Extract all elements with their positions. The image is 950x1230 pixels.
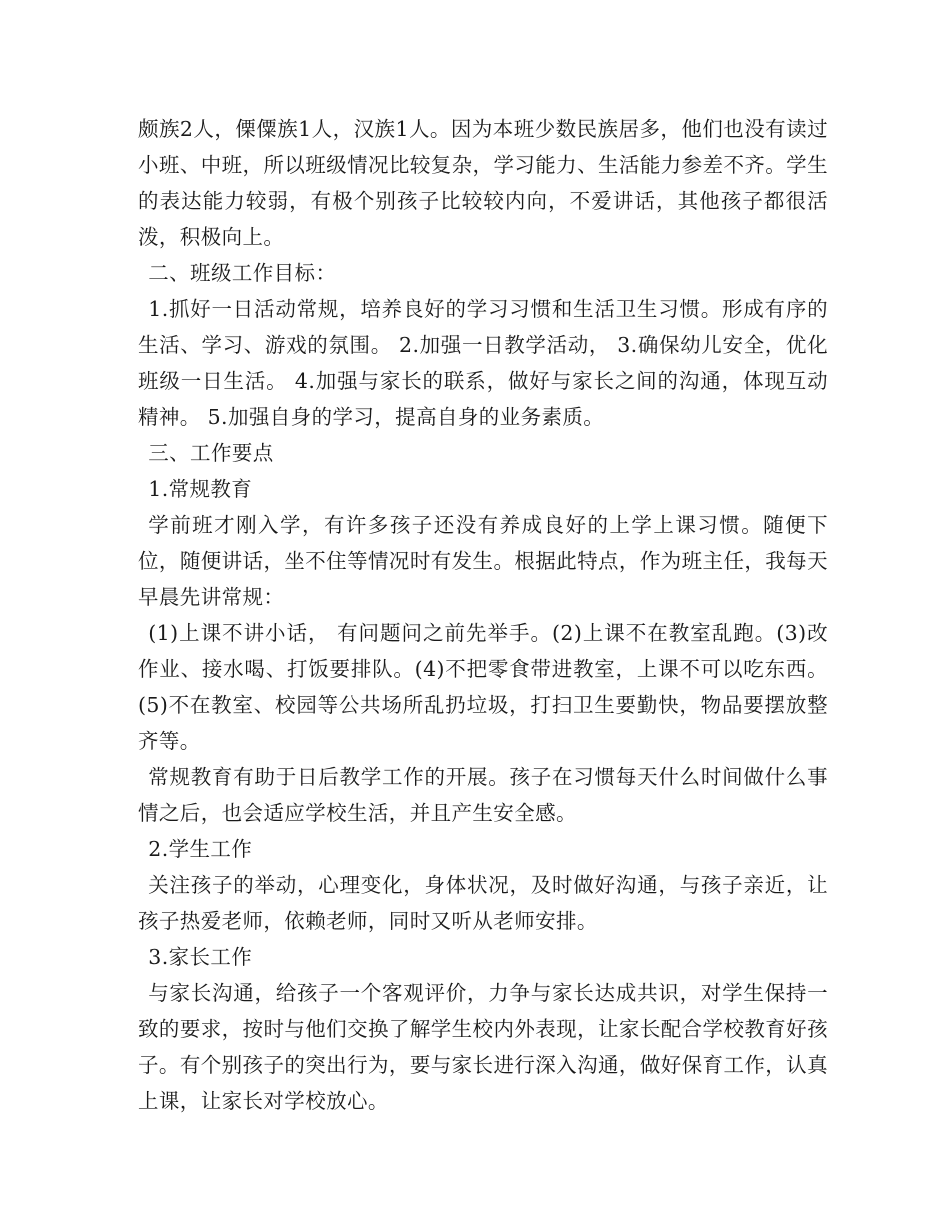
paragraph-routine-benefit: 常规教育有助于日后教学工作的开展。孩子在习惯每天什么时间做什么事情之后，也会适应学校生活，并且产生安全感。 [138,765,828,825]
paragraph-student-work: 关注孩子的举动，心理变化，身体状况，及时做好沟通，与孩子亲近，让孩子热爱老师，依赖老师，同时又听从老师安排。 [138,873,828,933]
paragraph-goals-list: 1.抓好一日活动常规，培养良好的学习习惯和生活卫生习惯。形成有序的生活、学习、游戏的氛围。 2.加强一日教学活动， 3.确保幼儿安全，优化班级一日生活。 4.加强与家长的联系，做好与家长之间的沟通，体现互动精神。 5.加强自身的学习，提高自身的业务素质。 [138,297,828,429]
paragraph-parent-work: 与家长沟通，给孩子一个客观评价，力争与家长达成共识，对学生保持一致的要求，按时与他们交换了解学生校内外表现，让家长配合学校教育好孩子。有个别孩子的突出行为，要与家长进行深入沟通，做好保育工作，认真上课，让家长对学校放心。 [138,981,828,1113]
paragraph-class-situation: 颇族2人，傈僳族1人，汉族1人。因为本班少数民族居多，他们也没有读过小班、中班，所以班级情况比较复杂，学习能力、生活能力参差不齐。学生的表达能力较弱，有极个别孩子比较较内向，不爱讲话，其他孩子都很活泼，积极向上。 [138,117,828,249]
heading-work-points: 三、工作要点 [148,441,274,465]
subheading-parent-work: 3.家长工作 [148,945,253,969]
paragraph-routine-intro: 学前班才刚入学，有许多孩子还没有养成良好的上学上课习惯。随便下位，随便讲话，坐不住等情况时有发生。根据此特点，作为班主任，我每天早晨先讲常规： [138,513,828,609]
subheading-routine-education: 1.常规教育 [148,477,253,501]
document-body [138,111,828,1119]
paragraph-routine-rules: (1)上课不讲小话， 有问题问之前先举手。(2)上课不在教室乱跑。(3)改作业、接水喝、打饭要排队。(4)不把零食带进教室，上课不可以吃东西。(5)不在教室、校园等公共场所乱扔垃圾，打扫卫生要勤快，物品要摆放整齐等。 [138,621,828,753]
heading-class-goals: 二、班级工作目标： [148,261,337,285]
subheading-student-work: 2.学生工作 [148,837,253,861]
